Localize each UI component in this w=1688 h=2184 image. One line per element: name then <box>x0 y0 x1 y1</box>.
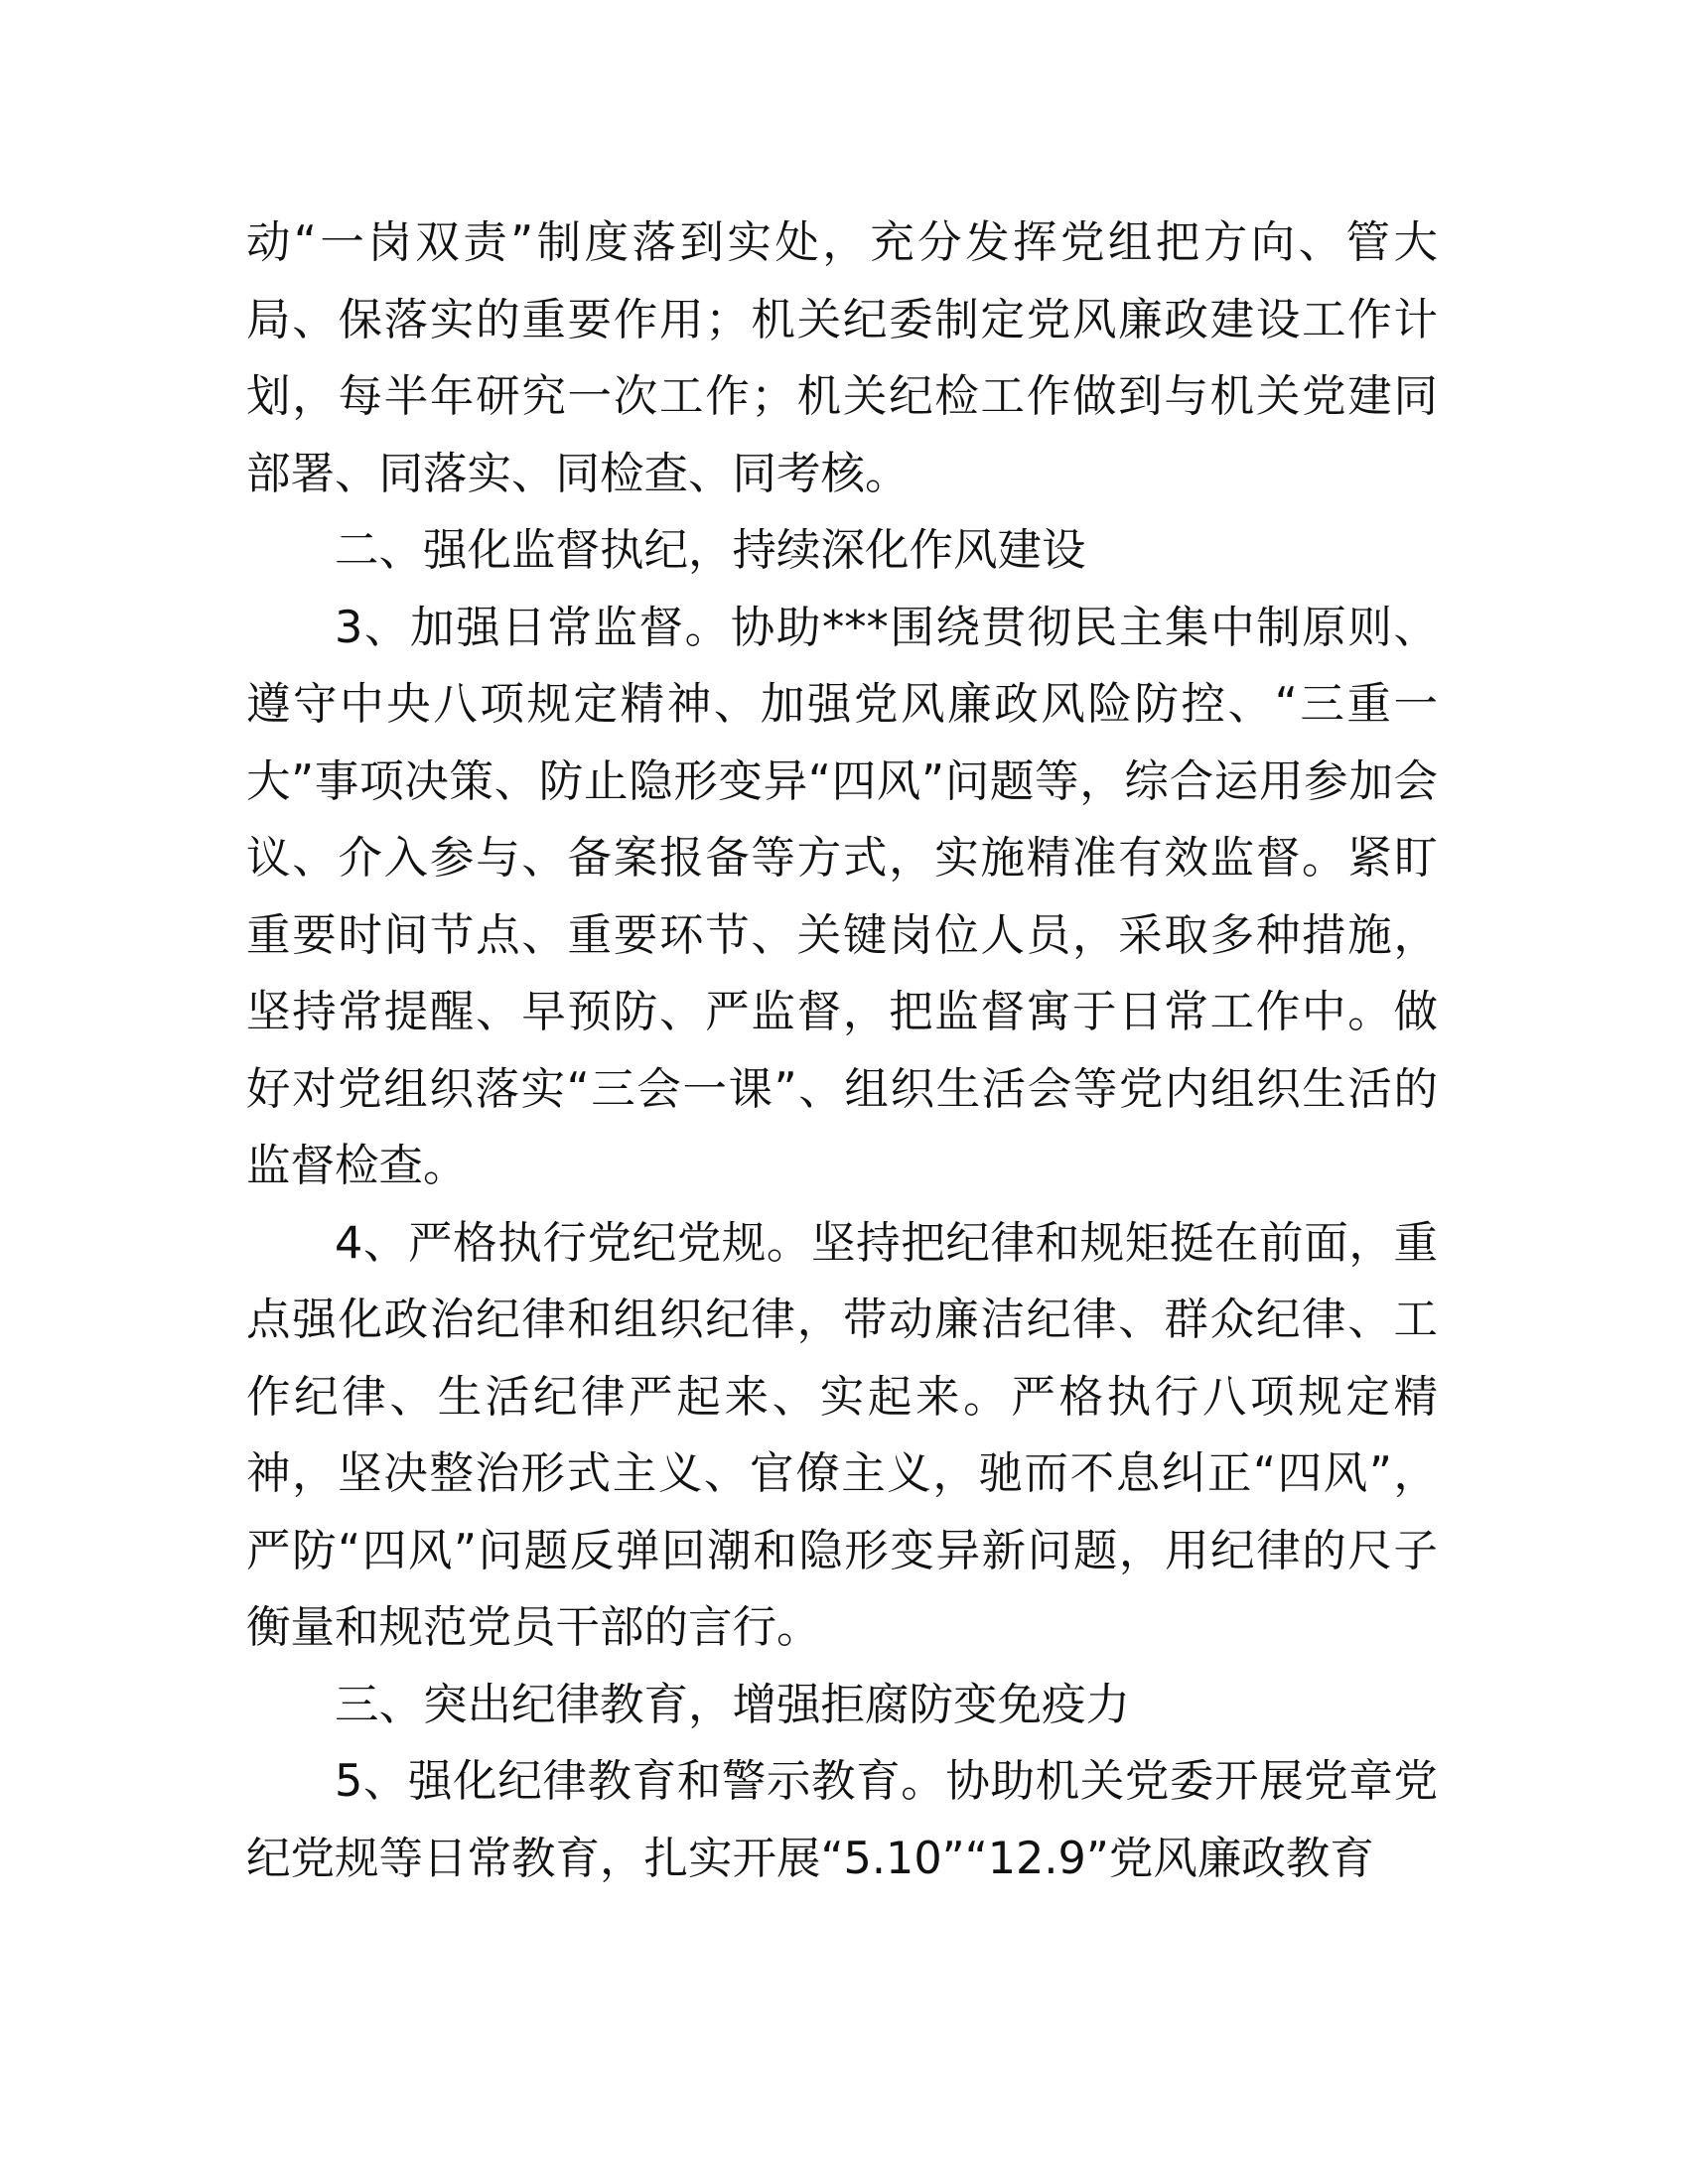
section-heading-3: 三、突出纪律教育，增强拒腐防变免疫力 <box>335 1679 1131 1730</box>
paragraph-item-4: 4、严格执行党纪党规。坚持把纪律和规矩挺在前面，重点强化政治纪律和组织纪律，带动廉洁纪律、群众纪律、工作纪律、生活纪律严起来、实起来。严格执行八项规定精神，坚决整治形式主义、官僚主义，驰而不息纠正“四风”，严防“四风”问题反弹回潮和隐形变异新问题，用纪律的尺子衡量和规范党员干部的言行。 <box>246 1217 1438 1653</box>
paragraph-continued: 动“一岗双责”制度落到实处，充分发挥党组把方向、管大局、保落实的重要作用；机关纪委制定党风廉政建设工作计划，每半年研究一次工作；机关纪检工作做到与机关党建同部署、同落实、同检查、同考核。 <box>246 217 1438 499</box>
paragraph-item-5: 5、强化纪律教育和警示教育。协助机关党委开展党章党纪党规等日常教育，扎实开展“5.10”“12.9”党风廉政教育 <box>246 1756 1438 1884</box>
document-body <box>246 205 1438 1897</box>
section-heading-2: 二、强化监督执纪，持续深化作风建设 <box>335 525 1086 576</box>
paragraph-item-3: 3、加强日常监督。协助***围绕贯彻民主集中制原则、遵守中央八项规定精神、加强党风廉政风险防控、“三重一大”事项决策、防止隐形变异“四风”问题等，综合运用参加会议、介入参与、备案报备等方式，实施精准有效监督。紧盯重要时间节点、重要环节、关键岗位人员，采取多种措施，坚持常提醒、早预防、严监督，把监督寓于日常工作中。做好对党组织落实“三会一课”、组织生活会等党内组织生活的监督检查。 <box>246 602 1438 1191</box>
